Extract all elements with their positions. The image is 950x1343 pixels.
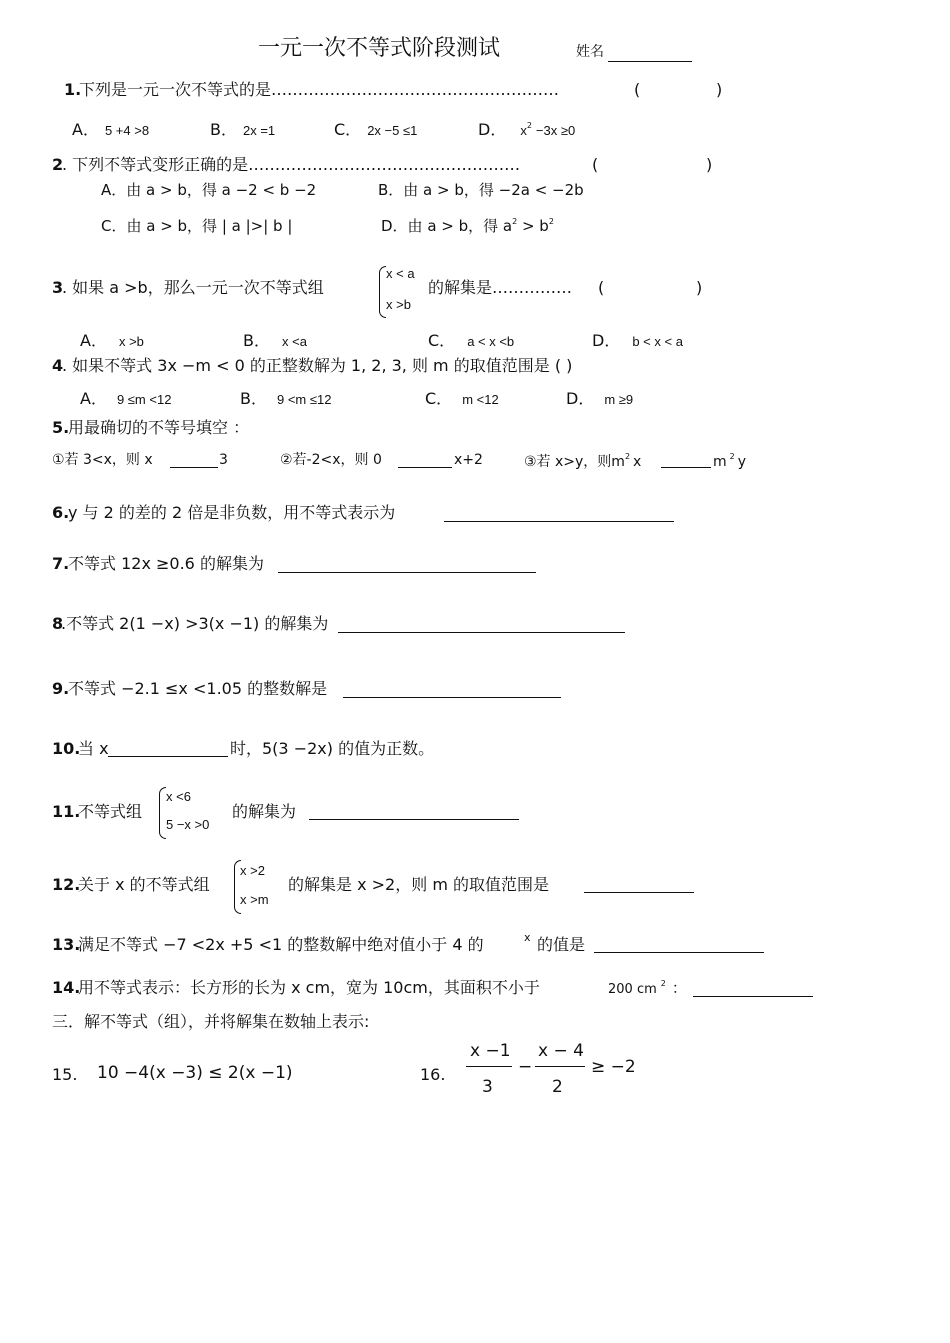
q4-b-expr: 9 <m ≤12 [276,392,332,407]
section-3-heading: 三．解不等式（组），并将解集在数轴上表示: [52,1012,370,1031]
q9-stem: 不等式 −2.1 ≤x <1.05 的整数解是 [68,679,328,698]
q4-a-label: A． [80,389,107,408]
q4-option-b[interactable] [240,389,331,408]
q1-stem: 下列是一元一次不等式的是……………………………………………… [79,80,560,99]
q2-option-b[interactable]: B．由 a > b，得 −2a < −2b [378,181,584,199]
q12-tail: 的解集是 x >2，则 m 的取值范围是 [288,875,549,894]
q4-c-label: C． [425,389,453,408]
q2-paren-right: ) [706,155,713,174]
q2-d-sup1: 2 [512,217,518,226]
q1-paren-left: ( [634,80,641,99]
q2-d-sup2: 2 [548,217,554,226]
q5-blank2[interactable] [398,466,452,468]
q2-d-text2: > b [517,217,549,235]
q1-c-expr: 2x −5 ≤1 [367,123,418,138]
q11-system-line2: 5 −x >0 [166,817,210,832]
q2-option-d[interactable] [381,217,554,235]
q16-denominator-2: 2 [552,1077,563,1097]
q7-number: 7. [52,554,70,573]
q16-denominator-1: 3 [482,1077,493,1097]
q4-c-expr: m <12 [462,392,499,407]
q5-p3-sup2: 2 [729,452,735,461]
q4-stem: . 如果不等式 3x −m < 0 的正整数解为 1, 2, 3, 则 m 的取值范围是 ( ) [62,356,573,375]
q3-option-b[interactable] [243,331,307,350]
q4-a-expr: 9 ≤m <12 [116,392,172,407]
q1-paren-right: ) [716,80,723,99]
q10-tail: 时，5(3 −2x) 的值为正数。 [230,739,435,758]
q3-c-label: C． [428,331,456,350]
q16-fraction-bar-1 [466,1066,512,1067]
q13-x: x [524,931,531,944]
q13-stem: 满足不等式 −7 <2x +5 <1 的整数解中绝对值小于 4 的 [78,935,484,954]
q11-tail: 的解集为 [232,802,297,821]
q4-option-a[interactable] [80,389,171,408]
q14-unit-sup: 2 [660,979,666,988]
q14-colon: ： [671,979,687,997]
q5-p2-after: x+2 [454,452,483,468]
page-title: 一元一次不等式阶段测试 [258,36,501,61]
q3-number: 3 [52,278,64,297]
q11-system-line1: x <6 [166,789,191,804]
q3-tail: 的解集是…………… [428,278,573,297]
q13-tail: 的值是 [537,935,586,954]
q1-a-expr: 5 +4 >8 [104,123,150,138]
q9-answer-blank[interactable] [343,696,561,698]
q11-answer-blank[interactable] [309,818,519,820]
q4-option-d[interactable] [566,389,633,408]
q14-unit [608,979,687,998]
q1-c-label: C． [334,120,362,139]
q5-blank1[interactable] [170,466,218,468]
q4-d-expr: m ≥9 [604,392,634,407]
q3-paren-left: ( [598,278,605,297]
q4-number: 4 [52,356,64,375]
q1-option-d[interactable] [478,120,575,139]
q1-d-sup: 2 [526,121,532,130]
q12-number: 12. [52,875,81,894]
q2-option-c[interactable]: C．由 a > b，得 | a |>| b | [101,217,293,235]
q14-stem: 用不等式表示：长方形的长为 x cm，宽为 10cm，其面积不小于 [78,978,540,997]
q3-a-label: A． [80,331,107,350]
q2-stem: . 下列不等式变形正确的是…………………………………………… [62,155,521,174]
q3-system-line2: x >b [386,297,411,312]
q2-paren-left: ( [592,155,599,174]
q11-number: 11. [52,802,81,821]
q3-system-line1: x < a [386,266,415,281]
q3-a-expr: x >b [118,334,144,349]
q3-stem: . 如果 a >b，那么一元一次不等式组 [62,278,324,297]
q5-p1-after: 3 [219,452,228,468]
q1-b-expr: 2x =1 [242,123,276,138]
q10-number: 10. [52,739,81,758]
q8-stem: .不等式 2(1 −x) >3(x −1) 的解集为 [61,614,329,633]
q5-blank3[interactable] [661,466,711,468]
q14-number: 14. [52,978,81,997]
q4-b-label: B． [240,389,267,408]
q5-p3-m: m [713,454,727,470]
q13-number: 13. [52,935,81,954]
q11-stem: 不等式组 [78,802,143,821]
q1-option-b[interactable] [210,120,275,139]
q8-number: 8 [52,614,64,633]
q10-answer-blank[interactable] [108,755,228,757]
q1-d-expr2: −3x ≥0 [535,123,576,138]
q5-part1 [52,452,153,469]
q3-b-label: B． [243,331,270,350]
q3-d-expr: b < x < a [632,334,683,349]
q16-rhs: ≥ −2 [591,1057,636,1077]
q3-brace [379,266,386,318]
q14-unit-text: 200 cm [608,982,657,997]
q2-d-text1: D．由 a > b，得 a [381,217,513,235]
q6-answer-blank[interactable] [444,520,674,522]
q7-stem: 不等式 12x ≥0.6 的解集为 [68,554,264,573]
q12-stem: 关于 x 的不等式组 [78,875,210,894]
q15-number: 15. [52,1065,78,1084]
q1-d-label: D． [478,120,507,139]
q5-p1-text: ①若 3<x，则 x [52,452,153,468]
q3-d-label: D． [592,331,621,350]
q5-part2: ②若-2<x，则 0 [280,452,382,468]
q3-option-d[interactable] [592,331,683,350]
q1-option-c[interactable] [334,120,417,139]
q5-p3-text: ③若 x>y，则m [524,454,625,470]
q5-p3-sup: 2 [624,452,631,461]
q4-option-c[interactable] [425,389,499,408]
q16-numerator-2: x − 4 [538,1041,584,1061]
q5-stem: 用最确切的不等号填空 ： [68,418,250,437]
q5-p3-after [713,452,746,471]
q5-number: 5. [52,418,70,437]
q5-part3 [524,452,641,471]
q13-answer-blank[interactable] [594,951,764,953]
q5-p3-x: x [633,454,642,470]
q12-system-line2: x >m [240,892,269,907]
q6-number: 6. [52,503,70,522]
q3-paren-right: ) [696,278,703,297]
q3-c-expr: a < x <b [467,334,515,349]
q8-answer-blank[interactable] [338,631,625,633]
name-label: 姓名 [576,44,604,60]
name-field[interactable] [608,60,692,62]
q2-option-a[interactable]: A．由 a > b，得 a −2 < b −2 [101,181,317,199]
q16-numerator-1: x −1 [470,1041,511,1061]
q16-fraction-bar-2 [535,1066,585,1067]
q10-stem: 当 x [78,739,109,758]
q14-answer-blank[interactable] [693,995,813,997]
q9-number: 9. [52,679,70,698]
q11-brace [159,787,166,839]
q1-b-label: B． [210,120,237,139]
q1-a-label: A． [72,120,99,139]
q3-b-expr: x <a [281,334,307,349]
q16-number: 16. [420,1065,446,1084]
q6-stem: y 与 2 的差的 2 倍是非负数，用不等式表示为 [68,503,396,522]
q4-d-label: D． [566,389,595,408]
q1-option-a[interactable] [72,120,149,139]
q1-d-expr1: x [520,123,527,138]
q3-option-a[interactable] [80,331,144,350]
q3-option-c[interactable] [428,331,514,350]
q16-minus: − [518,1057,533,1077]
q2-number: 2 [52,155,64,174]
q7-answer-blank[interactable] [278,571,536,573]
q12-answer-blank[interactable] [584,891,694,893]
q15-expression: 10 −4(x −3) ≤ 2(x −1) [97,1063,293,1083]
q12-system-line1: x >2 [240,863,265,878]
q1-number: 1. [64,80,82,99]
q5-p3-y: y [737,454,747,470]
